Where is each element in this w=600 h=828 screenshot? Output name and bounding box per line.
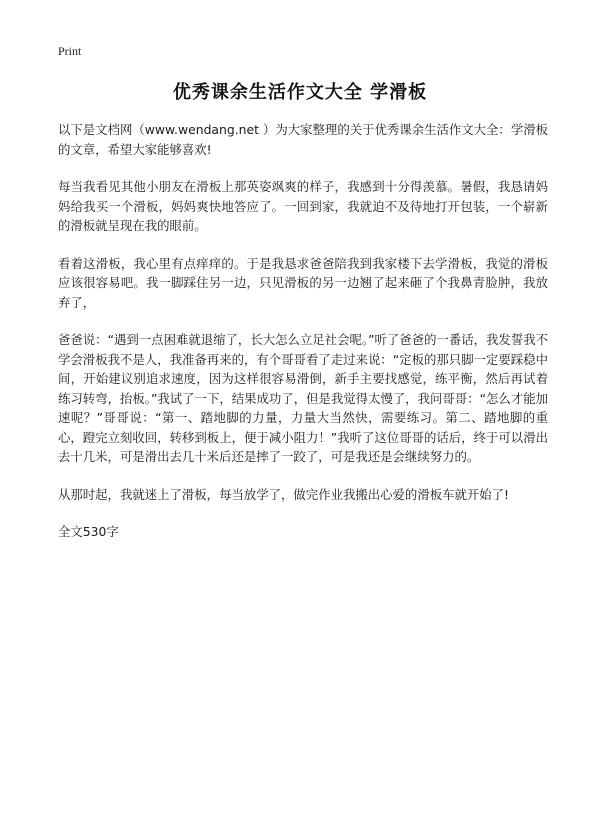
paragraph-2: 看着这滑板，我心里有点痒痒的。于是我恳求爸爸陪我到我家楼下去学滑板，我觉的滑板应该很容易吧。我一脚踩住另一边，只见滑板的另一边翘了起来砸了个我鼻青脸肿，我放弃了，	[58, 255, 548, 310]
print-link[interactable]: Print	[58, 44, 82, 58]
document-body	[58, 120, 548, 541]
word-count: 全文530字	[58, 524, 119, 539]
document-title: 优秀课余生活作文大全 学滑板	[172, 82, 428, 103]
paragraph-intro: 以下是文档网（www.wendang.net ）为大家整理的关于优秀课余生活作文大全：学滑板的文章，希望大家能够喜欢!	[58, 122, 548, 157]
paragraph-1: 每当我看见其他小朋友在滑板上那英姿飒爽的样子，我感到十分得羡慕。暑假，我恳请妈妈给我买一个滑板，妈妈爽快地答应了。一回到家，我就迫不及待地打开包装，一个崭新的滑板就呈现在我的眼前。	[58, 179, 548, 233]
paragraph-3: 爸爸说：“遇到一点困难就退缩了，长大怎么立足社会呢。”听了爸爸的一番话，我发誓我不学会滑板我不是人，我准备再来的，有个哥哥看了走过来说：“定板的那只脚一定要踩稳中间，开始建议别追求速度，因为这样很容易滑倒，新手主要找感觉，练平衡，然后再试着练习转弯，抬板。”我试了一下，结果成功了，但是我觉得太慢了，我问哥哥：“怎么才能加速呢？”哥哥说：“第一、踏地脚的力量，力量大当然快，需要练习。第二、踏地脚的重心，蹬完立刻收回，转移到板上，便于减小阻力！”我听了这位哥哥的话后，终于可以滑出去十几米，可是滑出去几十米后还是摔了一跤了，可是我还是会继续努力的。	[58, 332, 548, 464]
paragraph-4: 从那时起，我就迷上了滑板，每当放学了，做完作业我搬出心爱的滑板车就开始了!	[58, 486, 510, 502]
